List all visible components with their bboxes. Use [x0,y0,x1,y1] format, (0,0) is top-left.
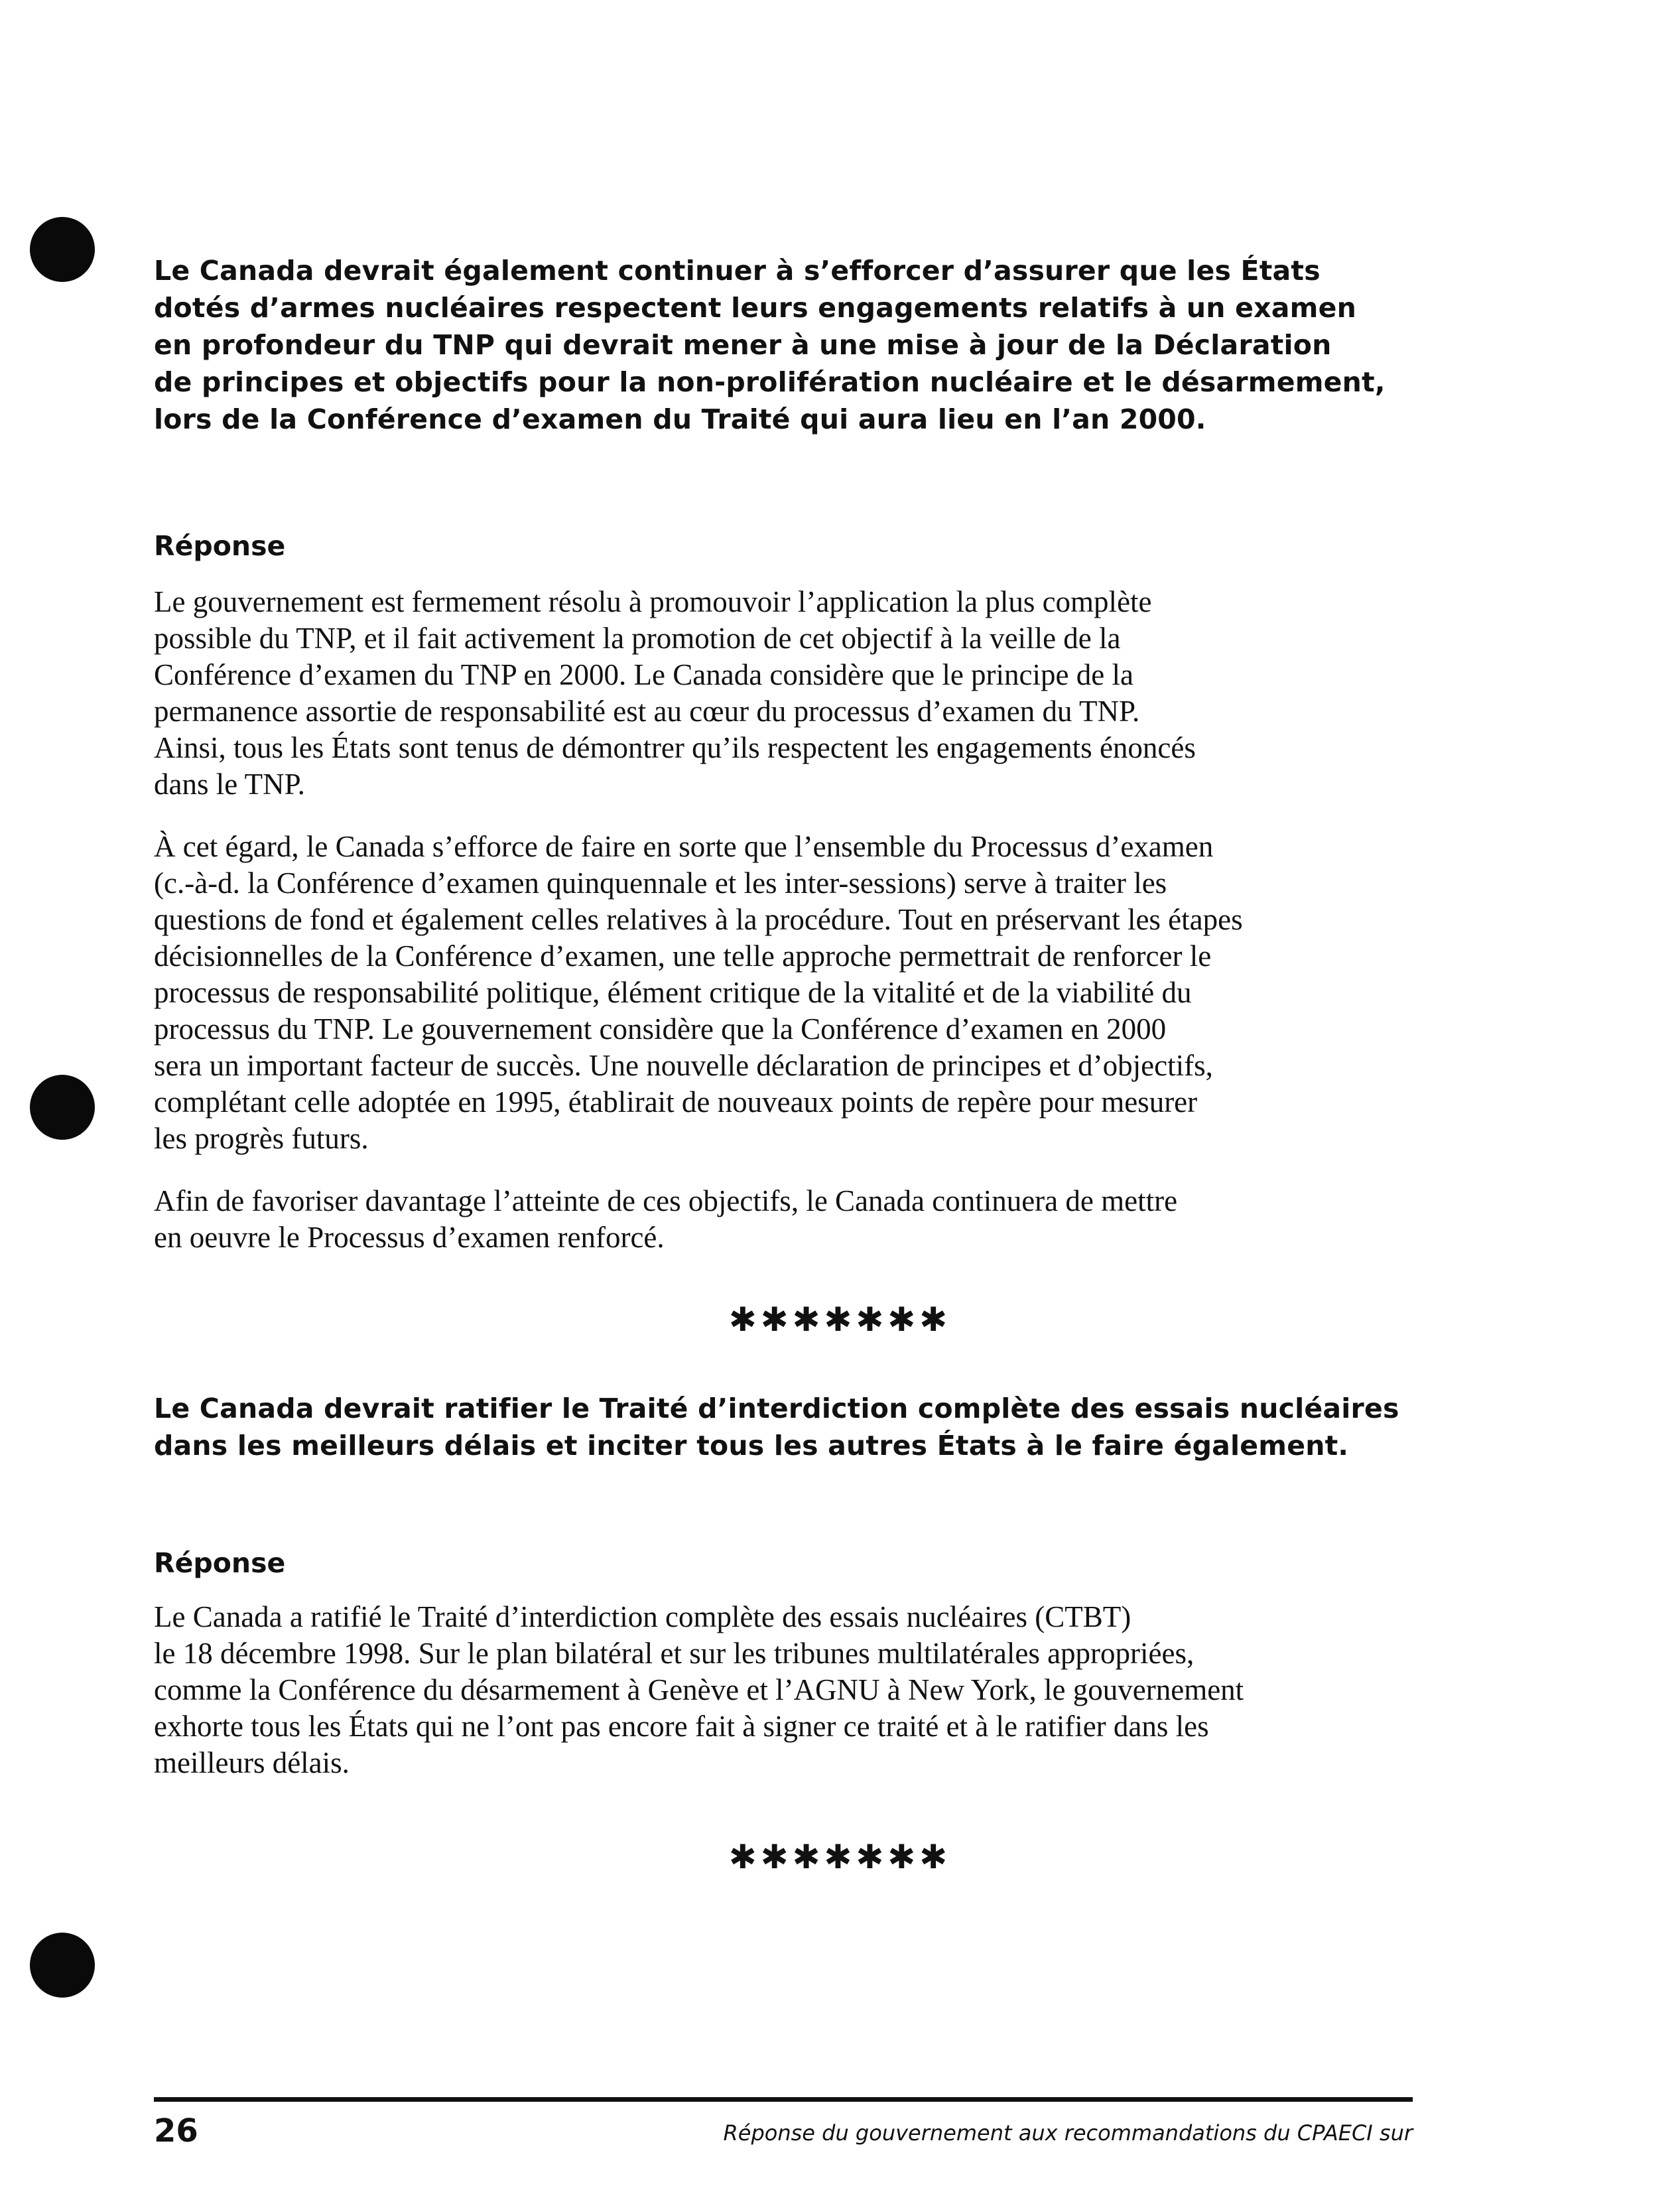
recommendation-1-line: lors de la Conférence d’examen du Traité qui aura lieu en l’an 2000. [154,403,1206,435]
footer-rule [154,2097,1413,2102]
response-2-heading-block [154,1544,1454,1582]
paragraph-line: processus du TNP. Le gouvernement considère que la Conférence d’examen en 2000 [154,1012,1167,1046]
paragraph-line: en oeuvre le Processus d’examen renforcé. [154,1221,665,1254]
recommendation-1-line: dotés d’armes nucléaires respectent leurs engagements relatifs à un examen [154,292,1356,324]
paragraph-line: questions de fond et également celles relatives à la procédure. Tout en préservant les étapes [154,903,1243,936]
paragraph-line: (c.-à-d. la Conférence d’examen quinquennale et les inter-sessions) serve à traiter les [154,866,1167,900]
paragraph-line: Ainsi, tous les États sont tenus de démontrer qu’ils respectent les engagements énoncés [154,731,1196,764]
section-separator: ✱✱✱✱✱✱✱ [728,1300,952,1339]
paragraph-line: permanence assortie de responsabilité est au cœur du processus d’examen du TNP. [154,695,1140,728]
paragraph-line: Afin de favoriser davantage l’atteinte de ces objectifs, le Canada continuera de mettre [154,1184,1178,1217]
response-1-heading-block [154,527,1454,565]
response-1-paragraph-2 [154,829,1454,1157]
paragraph-line: Le Canada a ratifié le Traité d’interdiction complète des essais nucléaires (CTBT) [154,1600,1131,1633]
recommendation-2-line: Le Canada devrait ratifier le Traité d’interdiction complète des essais nucléaires [154,1393,1399,1424]
paragraph-line: les progrès futurs. [154,1122,369,1155]
paragraph-line: À cet égard, le Canada s’efforce de faire en sorte que l’ensemble du Processus d’examen [154,830,1214,863]
recommendation-1-line: en profondeur du TNP qui devrait mener à une mise à jour de la Déclaration [154,329,1332,361]
recommendation-2-line: dans les meilleurs délais et inciter tous les autres États à le faire également. [154,1430,1349,1462]
punch-hole-top [30,217,95,282]
paragraph-line: décisionnelles de la Conférence d’examen, une telle approche permettrait de renforcer le [154,939,1212,973]
response-1-heading: Réponse [154,530,286,562]
paragraph-line: Le gouvernement est fermement résolu à promouvoir l’application la plus complète [154,585,1152,618]
paragraph-line: dans le TNP. [154,768,305,801]
paragraph-line: Conférence d’examen du TNP en 2000. Le Canada considère que le principe de la [154,658,1133,691]
paragraph-line: meilleurs délais. [154,1746,350,1779]
paragraph-line: le 18 décembre 1998. Sur le plan bilatéral et sur les tribunes multilatérales appropriées, [154,1637,1195,1670]
page-number: 26 [154,2112,198,2150]
response-1-paragraph-3 [154,1183,1454,1256]
paragraph-line: complétant celle adoptée en 1995, établirait de nouveaux points de repère pour mesurer [154,1085,1198,1119]
paragraph-line: possible du TNP, et il fait activement la promotion de cet objectif à la veille de la [154,622,1121,655]
paragraph-line: exhorte tous les États qui ne l’ont pas encore fait à signer ce traité et à le ratifier dans les [154,1710,1209,1743]
paragraph-line: sera un important facteur de succès. Une nouvelle déclaration de principes et d’objectifs, [154,1049,1213,1082]
punch-hole-bottom [30,1933,95,1998]
paragraph-line: processus de responsabilité politique, élément critique de la vitalité et de la viabilité du [154,976,1192,1009]
recommendation-1-line: Le Canada devrait également continuer à s’efforcer d’assurer que les États [154,255,1321,287]
section-separator: ✱✱✱✱✱✱✱ [728,1838,952,1876]
paragraph-line: comme la Conférence du désarmement à Genève et l’AGNU à New York, le gouvernement [154,1673,1244,1706]
recommendation-1-line: de principes et objectifs pour la non-prolifération nucléaire et le désarmement, [154,366,1386,398]
response-2-paragraph-1 [154,1599,1454,1781]
recommendation-2 [154,1390,1454,1464]
response-1-paragraph-1 [154,584,1454,803]
running-footer-title: Réponse du gouvernement aux recommandations du CPAECI sur [723,2120,1413,2146]
recommendation-1 [154,252,1454,438]
response-2-heading: Réponse [154,1547,286,1579]
punch-hole-middle [30,1075,95,1140]
